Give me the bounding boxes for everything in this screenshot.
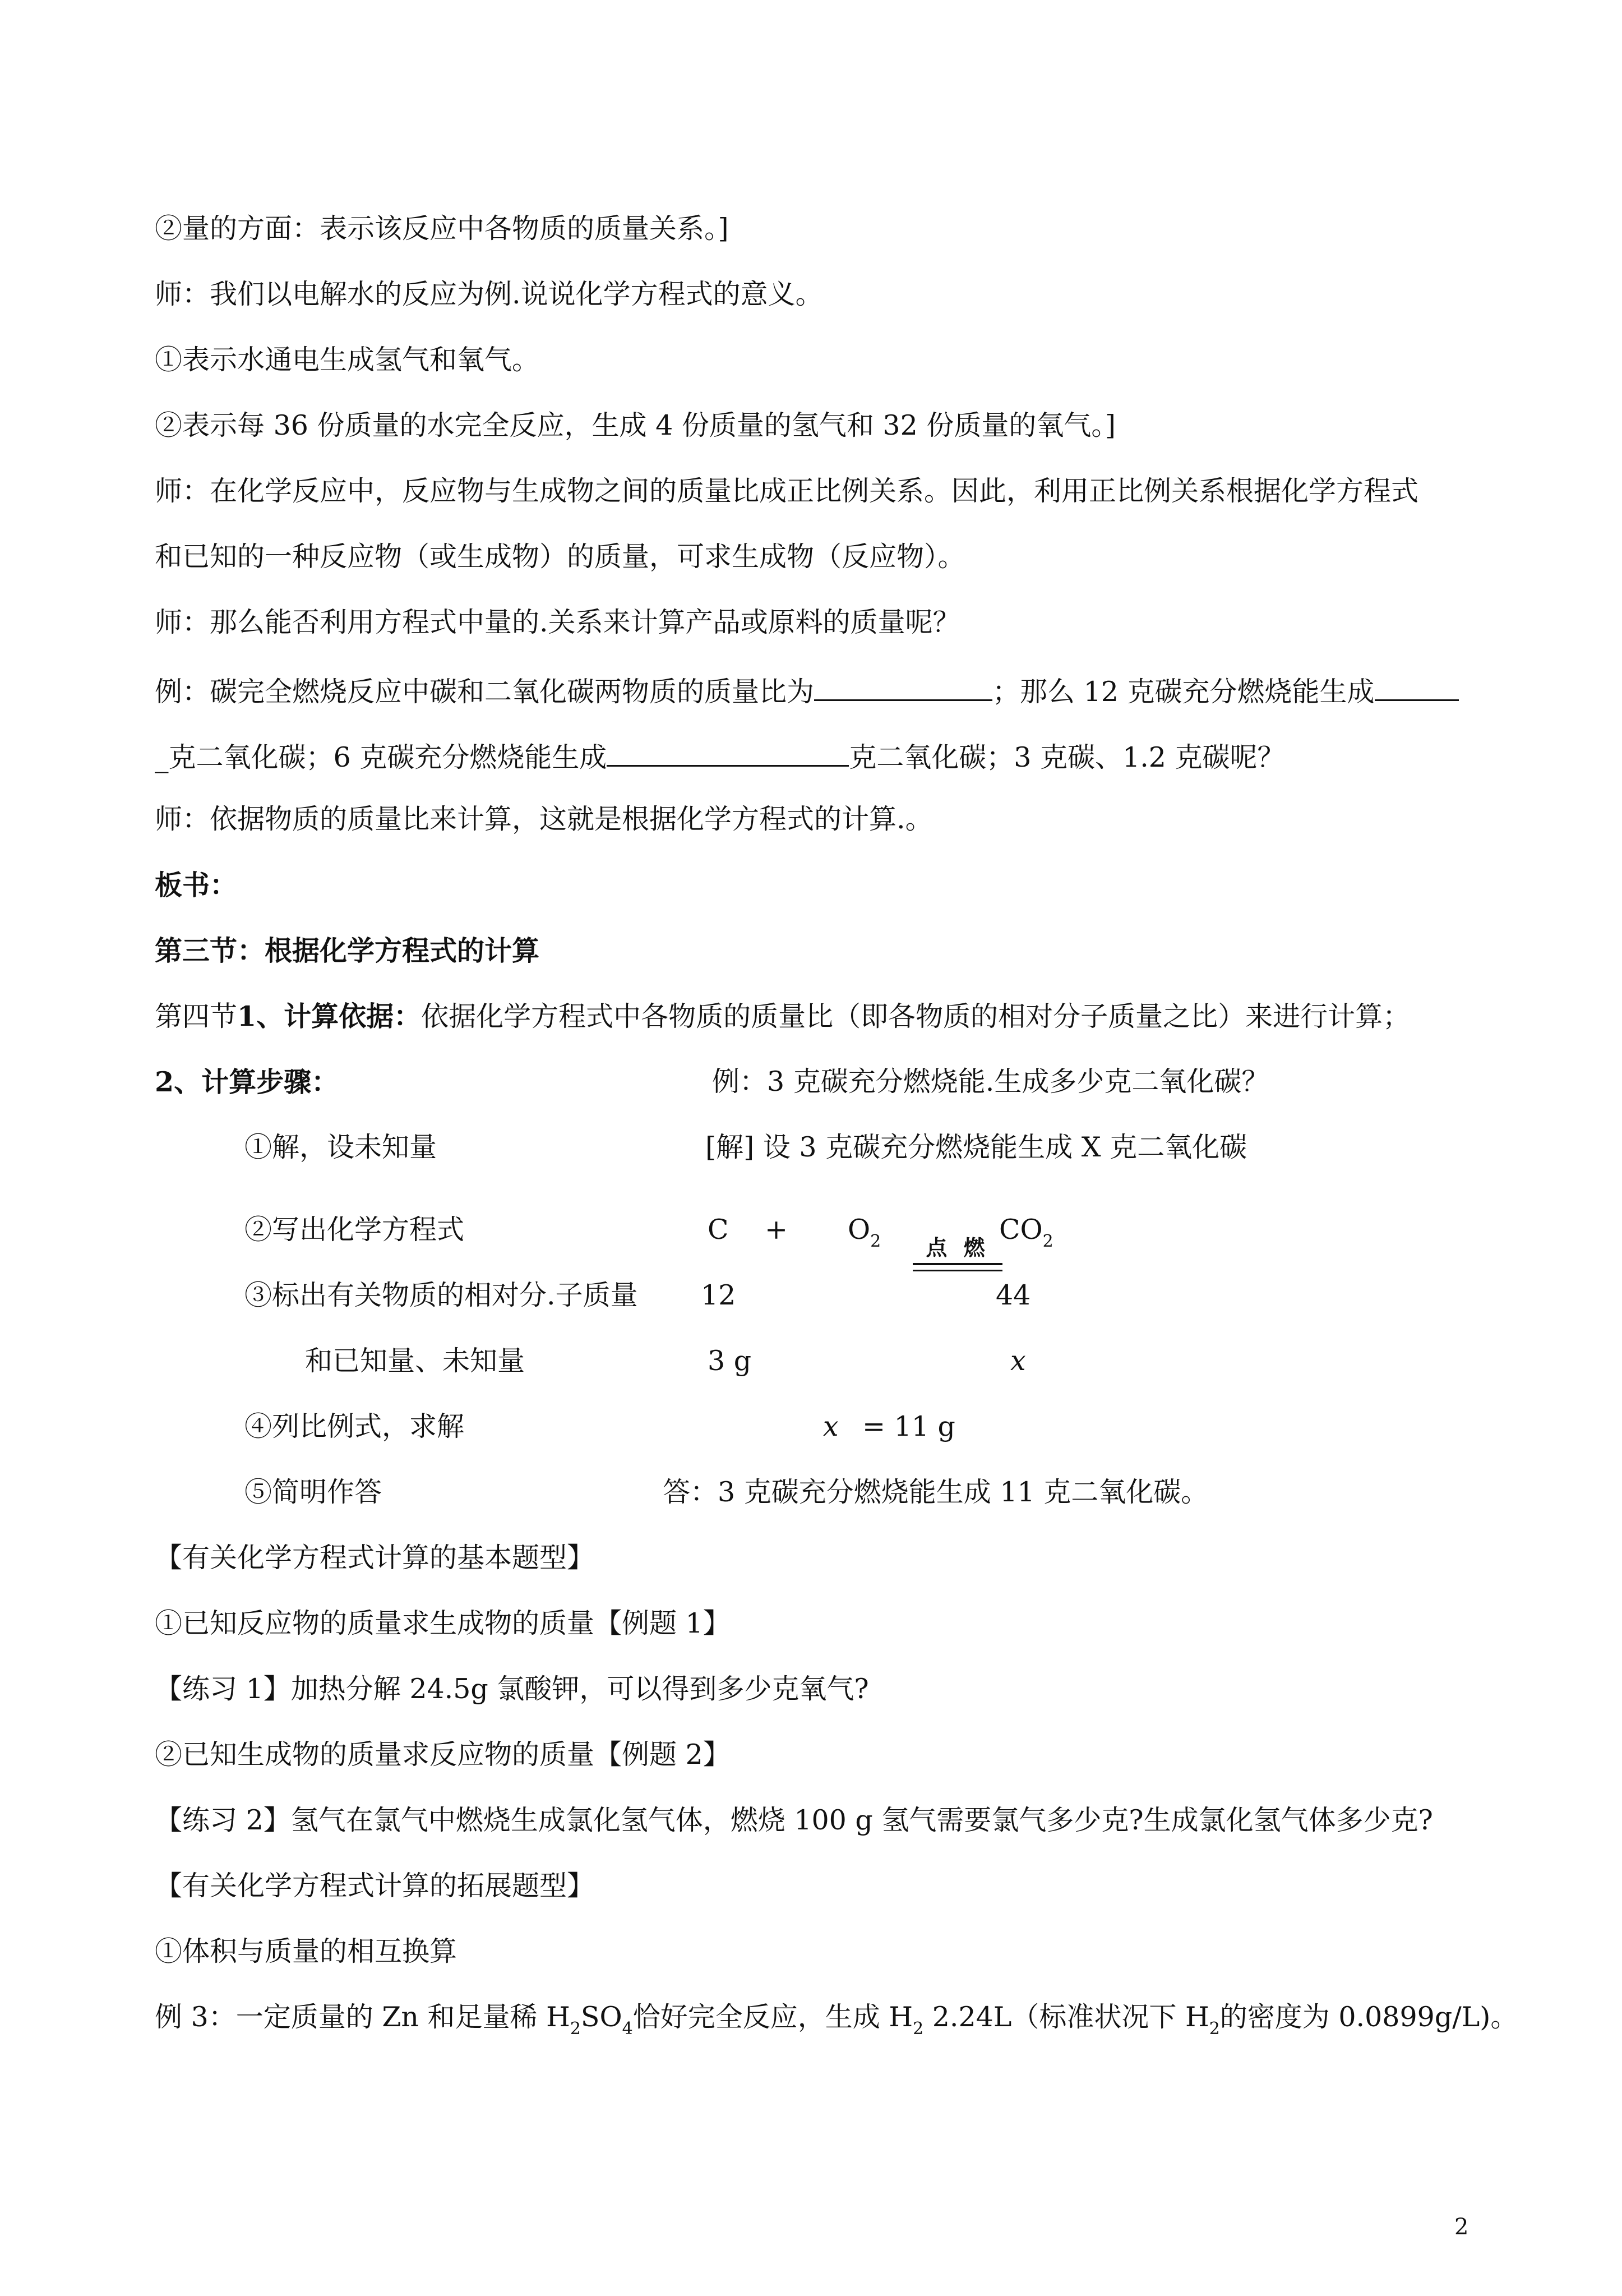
mass-carbon: 12 [701, 1279, 736, 1311]
text-line: 师：依据物质的质量比来计算，这就是根据化学方程式的计算.。 [155, 803, 933, 835]
section-title: 第三节：根据化学方程式的计算 [155, 934, 540, 967]
example-question-line [155, 737, 1285, 774]
text-line: 【练习 2】氢气在氯气中燃烧生成氯化氢气体，燃烧 100 g 氢气需要氯气多少克?生成氯化氢气体多少克? [155, 1804, 1433, 1836]
step-4: ④列比例式，求解 [244, 1410, 465, 1442]
example-text: 例：3 克碳充分燃烧能.生成多少克二氧化碳？ [712, 1066, 1269, 1098]
page-number: 2 [1454, 2214, 1469, 2240]
text-line: 师：在化学反应中，反应物与生成物之间的质量比成正比例关系。因此，利用正比例关系根据化学方程式 [155, 475, 1419, 507]
equation-carbon: C [708, 1214, 729, 1246]
answer-blank [1375, 671, 1459, 701]
reaction-condition [913, 1236, 1002, 1271]
text-line: ②表示每 36 份质量的水完全反应，生成 4 份质量的氢气和 32 份质量的氧气。] [155, 409, 1116, 441]
step-2: ②写出化学方程式 [244, 1214, 465, 1246]
text-line: 和已知的一种反应物（或生成物）的质量，可求生成物（反应物）。 [155, 541, 965, 573]
text-line: 【有关化学方程式计算的拓展题型】 [155, 1870, 595, 1902]
text-line: 【有关化学方程式计算的基本题型】 [155, 1542, 595, 1574]
step-5-answer: 答：3 克碳充分燃烧能生成 11 克二氧化碳。 [663, 1476, 1209, 1508]
text-line: 师：那么能否利用方程式中量的.关系来计算产品或原料的质量呢？ [155, 606, 960, 638]
unknown-quantity: x [1010, 1345, 1026, 1377]
step-3: ③标出有关物质的相对分.子质量 [244, 1279, 638, 1311]
condition-text: 点 燃 [926, 1235, 990, 1260]
text-segment: _克二氧化碳；6 克碳充分燃烧能生成 [155, 741, 607, 773]
step-1: ①解，设未知量 [244, 1131, 437, 1163]
steps-heading: 2、计算步骤： [155, 1066, 339, 1098]
step-5: ⑤简明作答 [244, 1476, 382, 1508]
text-line: ②已知生成物的质量求反应物的质量【例题 2】 [155, 1739, 731, 1771]
equation-bar [913, 1263, 1002, 1265]
solve-result: = 11 g [862, 1410, 955, 1442]
step-3-cont: 和已知量、未知量 [305, 1345, 525, 1377]
text-segment: ；那么 12 克碳充分燃烧能生成 [992, 676, 1375, 708]
text-segment: 第四节 [155, 1001, 238, 1032]
text-line [155, 999, 1410, 1034]
equation-co2: $CO_2$ [999, 1214, 1053, 1251]
example-3-line: 例 3：一定质量的 Zn 和足量稀 $H_2SO_4$恰好完全反应，生成 $H_2$ 2.24L（标准状况下 $H_2$的密度为 0.0899g/L)。 [155, 2001, 1518, 2039]
example-question-line [155, 671, 1459, 709]
text-line: ①体积与质量的相互换算 [155, 1935, 458, 1967]
text-line: ①已知反应物的质量求生成物的质量【例题 1】 [155, 1607, 731, 1639]
blackboard-heading: 板书： [155, 869, 238, 901]
text-line: ①表示水通电生成氢气和氧气。 [155, 344, 540, 376]
text-line: 师：我们以电解水的反应为例.说说化学方程式的意义。 [155, 278, 823, 310]
text-segment: 例：碳完全燃烧反应中碳和二氧化碳两物质的质量比为 [155, 676, 815, 708]
known-quantity: 3 g [708, 1345, 752, 1377]
text-segment: 克二氧化碳；3 克碳、1.2 克碳呢？ [849, 741, 1285, 773]
equation-bar [913, 1270, 1002, 1271]
solve-variable: x [823, 1410, 839, 1442]
answer-blank [607, 737, 849, 767]
equation-plus: + [765, 1214, 788, 1246]
text-line: ②量的方面：表示该反应中各物质的质量关系。] [155, 213, 729, 245]
equation-oxygen: $O_2$ [848, 1214, 881, 1251]
text-segment: 依据化学方程式中各物质的质量比（即各物质的相对分子质量之比）来进行计算； [421, 1001, 1411, 1032]
text-line: 【练习 1】加热分解 24.5g 氯酸钾，可以得到多少克氧气? [155, 1673, 869, 1705]
bold-label: 1、计算依据： [237, 1000, 422, 1032]
mass-co2: 44 [996, 1279, 1031, 1311]
answer-blank [814, 671, 992, 701]
step-1-work: [解] 设 3 克碳充分燃烧能生成 X 克二氧化碳 [705, 1131, 1247, 1163]
